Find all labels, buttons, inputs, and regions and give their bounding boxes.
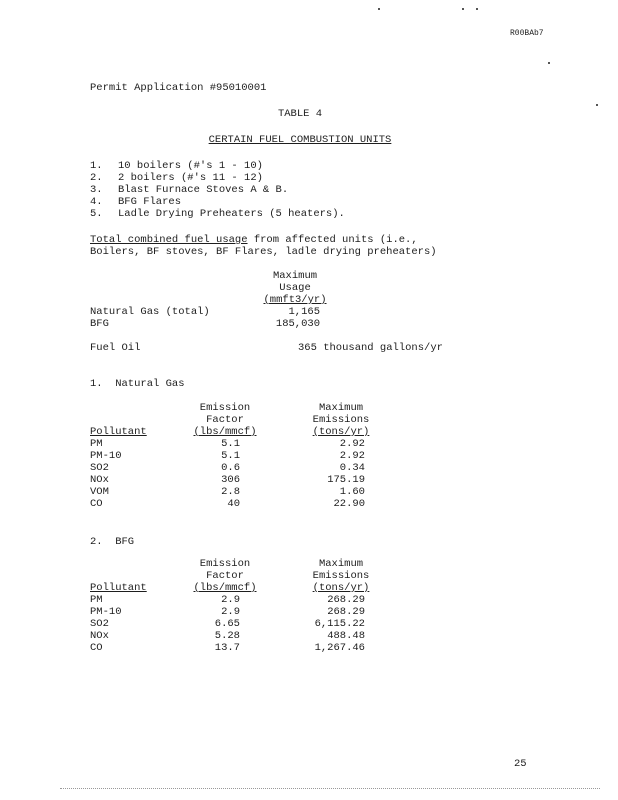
max-emissions: 268.29: [327, 606, 365, 618]
pollutant-name: PM-10: [90, 606, 122, 618]
emission-factor: 0.6: [221, 462, 240, 474]
emission-factor: 5.28: [214, 630, 240, 642]
pollutant-name: SO2: [90, 462, 109, 474]
pollutant-name: VOM: [90, 486, 109, 498]
pollutant-name: CO: [90, 642, 103, 654]
unit-number: 2.: [90, 172, 103, 184]
max-emissions: 1,267.46: [314, 642, 365, 654]
column-header: Factor: [206, 414, 244, 426]
usage-fuel: BFG: [90, 318, 109, 330]
column-header: Maximum: [318, 558, 364, 570]
pollutant-name: PM: [90, 438, 103, 450]
column-header: Emissions: [312, 414, 370, 426]
section-title: 2. BFG: [90, 536, 135, 548]
column-header: (tons/yr): [312, 582, 370, 594]
scan-speck: [476, 8, 478, 10]
scan-speck: [462, 8, 464, 10]
max-emissions: 6,115.22: [314, 618, 365, 630]
column-header: Pollutant: [90, 426, 147, 438]
unit-text: Blast Furnace Stoves A & B.: [118, 184, 289, 196]
combined-usage-underlined: Total combined fuel usage: [90, 234, 248, 246]
fuel-oil-label: Fuel Oil: [90, 342, 141, 354]
scan-speck: [596, 104, 598, 106]
column-header: Emission: [199, 558, 251, 570]
pollutant-name: NOx: [90, 474, 109, 486]
combined-usage-line: [90, 234, 418, 246]
pollutant-name: PM: [90, 594, 103, 606]
permit-number: Permit Application #95010001: [90, 82, 267, 94]
emission-factor: 2.9: [221, 606, 240, 618]
fuel-oil-value: 365 thousand gallons/yr: [298, 342, 443, 354]
column-header: (lbs/mmcf): [193, 582, 257, 594]
emission-factor: 6.65: [214, 618, 240, 630]
corner-code: R00BAb7: [510, 29, 544, 38]
usage-fuel: Natural Gas (total): [90, 306, 210, 318]
pollutant-name: NOx: [90, 630, 109, 642]
usage-value: 185,030: [275, 318, 320, 330]
unit-text: 10 boilers (#'s 1 - 10): [118, 160, 263, 172]
max-emissions: 2.92: [339, 438, 365, 450]
scan-border: [60, 788, 600, 789]
emission-factor: 5.1: [221, 450, 240, 462]
unit-text: Ladle Drying Preheaters (5 heaters).: [118, 208, 345, 220]
column-header: Pollutant: [90, 582, 147, 594]
page-number: 25: [514, 758, 527, 770]
table-label: TABLE 4: [277, 108, 323, 120]
max-emissions: 488.48: [327, 630, 365, 642]
column-header: Factor: [206, 570, 244, 582]
usage-header: Usage: [279, 282, 311, 294]
column-header: Maximum: [318, 402, 364, 414]
emission-factor: 40: [227, 498, 240, 510]
section-title: 1. Natural Gas: [90, 378, 185, 390]
emission-factor: 5.1: [221, 438, 240, 450]
unit-text: 2 boilers (#'s 11 - 12): [118, 172, 263, 184]
combined-usage-line2: Boilers, BF stoves, BF Flares, ladle drying preheaters): [90, 246, 437, 258]
unit-number: 3.: [90, 184, 103, 196]
usage-units: (mmft3/yr): [263, 294, 327, 306]
emission-factor: 2.9: [221, 594, 240, 606]
max-emissions: 2.92: [339, 450, 365, 462]
max-emissions: 1.60: [339, 486, 365, 498]
max-emissions: 268.29: [327, 594, 365, 606]
unit-text: BFG Flares: [118, 196, 182, 208]
scan-speck: [548, 62, 550, 64]
emission-factor: 13.7: [214, 642, 240, 654]
unit-number: 5.: [90, 208, 103, 220]
column-header: (tons/yr): [312, 426, 370, 438]
scan-speck: [378, 8, 380, 10]
max-emissions: 175.19: [327, 474, 365, 486]
column-header: Emissions: [312, 570, 370, 582]
column-header: Emission: [199, 402, 251, 414]
pollutant-name: PM-10: [90, 450, 122, 462]
max-emissions: 0.34: [339, 462, 365, 474]
usage-value: 1,165: [288, 306, 320, 318]
column-header: (lbs/mmcf): [193, 426, 257, 438]
combined-usage-rest: from affected units (i.e.,: [247, 234, 418, 246]
emission-factor: 306: [221, 474, 240, 486]
unit-number: 1.: [90, 160, 103, 172]
max-emissions: 22.90: [333, 498, 365, 510]
usage-header: Maximum: [272, 270, 318, 282]
emission-factor: 2.8: [221, 486, 240, 498]
pollutant-name: SO2: [90, 618, 109, 630]
table-title: CERTAIN FUEL COMBUSTION UNITS: [208, 134, 392, 146]
unit-number: 4.: [90, 196, 103, 208]
pollutant-name: CO: [90, 498, 103, 510]
